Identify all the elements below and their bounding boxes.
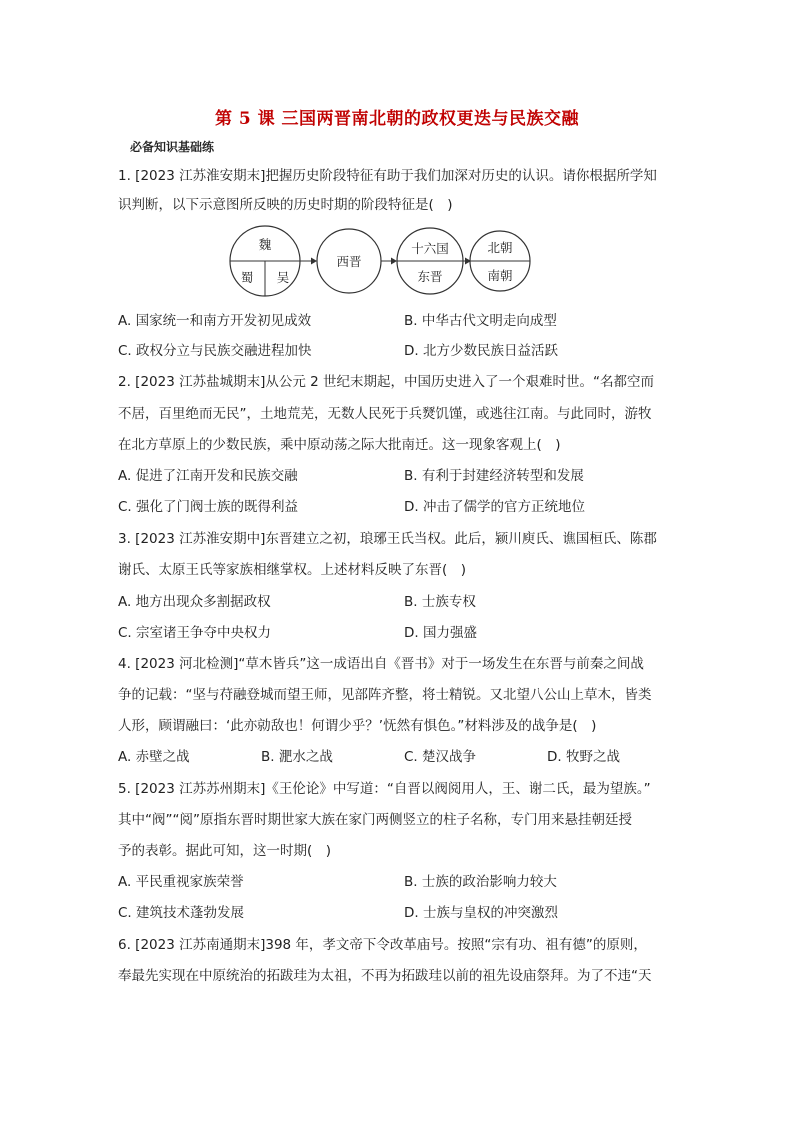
q6-line-2: 奉最先实现在中原统治的拓跋珪为太祖，不再为拓跋珪以前的祖先设庙祭拜。为了不违“天	[118, 968, 652, 984]
arrow-1	[311, 258, 317, 265]
q4-line-1: 4. [2023 河北检测]“草木皆兵”这一成语出自《晋书》对于一场发生在东晋与前秦之间战	[118, 656, 644, 672]
q4-option-b: B. 淝水之战	[261, 749, 333, 765]
q2-option-d: D. 冲击了儒学的官方正统地位	[404, 499, 585, 515]
q5-option-b: B. 士族的政治影响力较大	[404, 874, 557, 890]
q4-option-c: C. 楚汉战争	[404, 749, 477, 765]
q3-option-c: C. 宗室诸王争夺中央权力	[118, 625, 272, 641]
q5-line-1: 5. [2023 江苏苏州期末]《王伦论》中写道：“自晋以阀阅用人，王、谢二氏，最为望族。”	[118, 781, 651, 797]
q3-option-b: B. 士族专权	[404, 594, 476, 610]
q3-line-2: 谢氏、太原王氏等家族相继掌权。上述材料反映了东晋( )	[118, 562, 467, 578]
label-shu: 蜀	[240, 270, 254, 285]
q6-line-1: 6. [2023 江苏南通期末]398 年，孝文帝下令改革庙号。按照“宗有功、祖有德”的原则，	[118, 937, 647, 953]
history-period-diagram	[225, 224, 535, 299]
q2-option-a: A. 促进了江南开发和民族交融	[118, 468, 298, 484]
q2-line-1: 2. [2023 江苏盐城期末]从公元 2 世纪末期起，中国历史进入了一个艰难时世。“名都空而	[118, 374, 655, 390]
page-title: 第 5 课 三国两晋南北朝的政权更迭与民族交融	[214, 109, 580, 129]
q4-line-2: 争的记载：“坚与苻融登城而望王师，见部阵齐整，将士精锐。又北望八公山上草木，皆类	[118, 687, 652, 703]
q5-option-d: D. 士族与皇权的冲突激烈	[404, 905, 558, 921]
q1-option-d: D. 北方少数民族日益活跃	[404, 343, 558, 359]
q1-line-2: 识判断，以下示意图所反映的历史时期的阶段特征是( )	[118, 197, 453, 213]
circle-three-kingdoms	[230, 226, 300, 296]
q2-option-b: B. 有利于封建经济转型和发展	[404, 468, 584, 484]
arrow-2	[391, 258, 397, 265]
q1-option-b: B. 中华古代文明走向成型	[404, 313, 557, 329]
q3-option-d: D. 国力强盛	[404, 625, 477, 641]
q1-option-a: A. 国家统一和南方开发初见成效	[118, 313, 312, 329]
q2-option-c: C. 强化了门阀士族的既得利益	[118, 499, 299, 515]
q1-option-c: C. 政权分立与民族交融进程加快	[118, 343, 312, 359]
circle-sixteen-kingdoms-eastern-jin	[397, 228, 463, 294]
q4-option-a: A. 赤壁之战	[118, 749, 190, 765]
q3-option-a: A. 地方出现众多割据政权	[118, 594, 271, 610]
q2-line-2: 不居，百里绝而无民”，土地荒芜，无数人民死于兵燹饥馑，或逃往江南。与此同时，游牧	[118, 406, 652, 422]
q4-line-3: 人形，顾谓融曰：‘此亦勍敌也！何谓少乎？’怃然有惧色。”材料涉及的战争是( )	[118, 718, 597, 734]
q3-line-1: 3. [2023 江苏淮安期中]东晋建立之初，琅琊王氏当权。此后，颍川庾氏、谯国桓氏、陈郡	[118, 531, 657, 547]
q4-option-d: D. 牧野之战	[547, 749, 620, 765]
label-wei: 魏	[258, 237, 272, 252]
label-eastern-jin: 东晋	[417, 269, 443, 284]
q5-line-2: 其中“阀”“阅”原指东晋时期世家大族在家门两侧竖立的柱子名称，专门用来悬挂朝廷授	[118, 812, 632, 828]
q5-option-a: A. 平民重视家族荣誉	[118, 874, 244, 890]
label-sixteen-kingdoms: 十六国	[411, 241, 449, 256]
section-heading: 必备知识基础练	[130, 140, 215, 154]
label-wu: 吴	[276, 270, 290, 285]
q5-option-c: C. 建筑技术蓬勃发展	[118, 905, 245, 921]
q5-line-3: 予的表彰。据此可知，这一时期( )	[118, 843, 332, 859]
label-southern-dynasties: 南朝	[487, 268, 513, 283]
q1-line-1: 1. [2023 江苏淮安期末]把握历史阶段特征有助于我们加深对历史的认识。请你根据所学知	[118, 168, 657, 184]
circle-northern-southern-dynasties	[470, 231, 530, 291]
circle-western-jin	[317, 229, 381, 293]
label-western-jin: 西晋	[336, 254, 362, 269]
label-northern-dynasties: 北朝	[487, 240, 513, 255]
q2-line-3: 在北方草原上的少数民族，乘中原动荡之际大批南迁。这一现象客观上( )	[118, 437, 561, 453]
